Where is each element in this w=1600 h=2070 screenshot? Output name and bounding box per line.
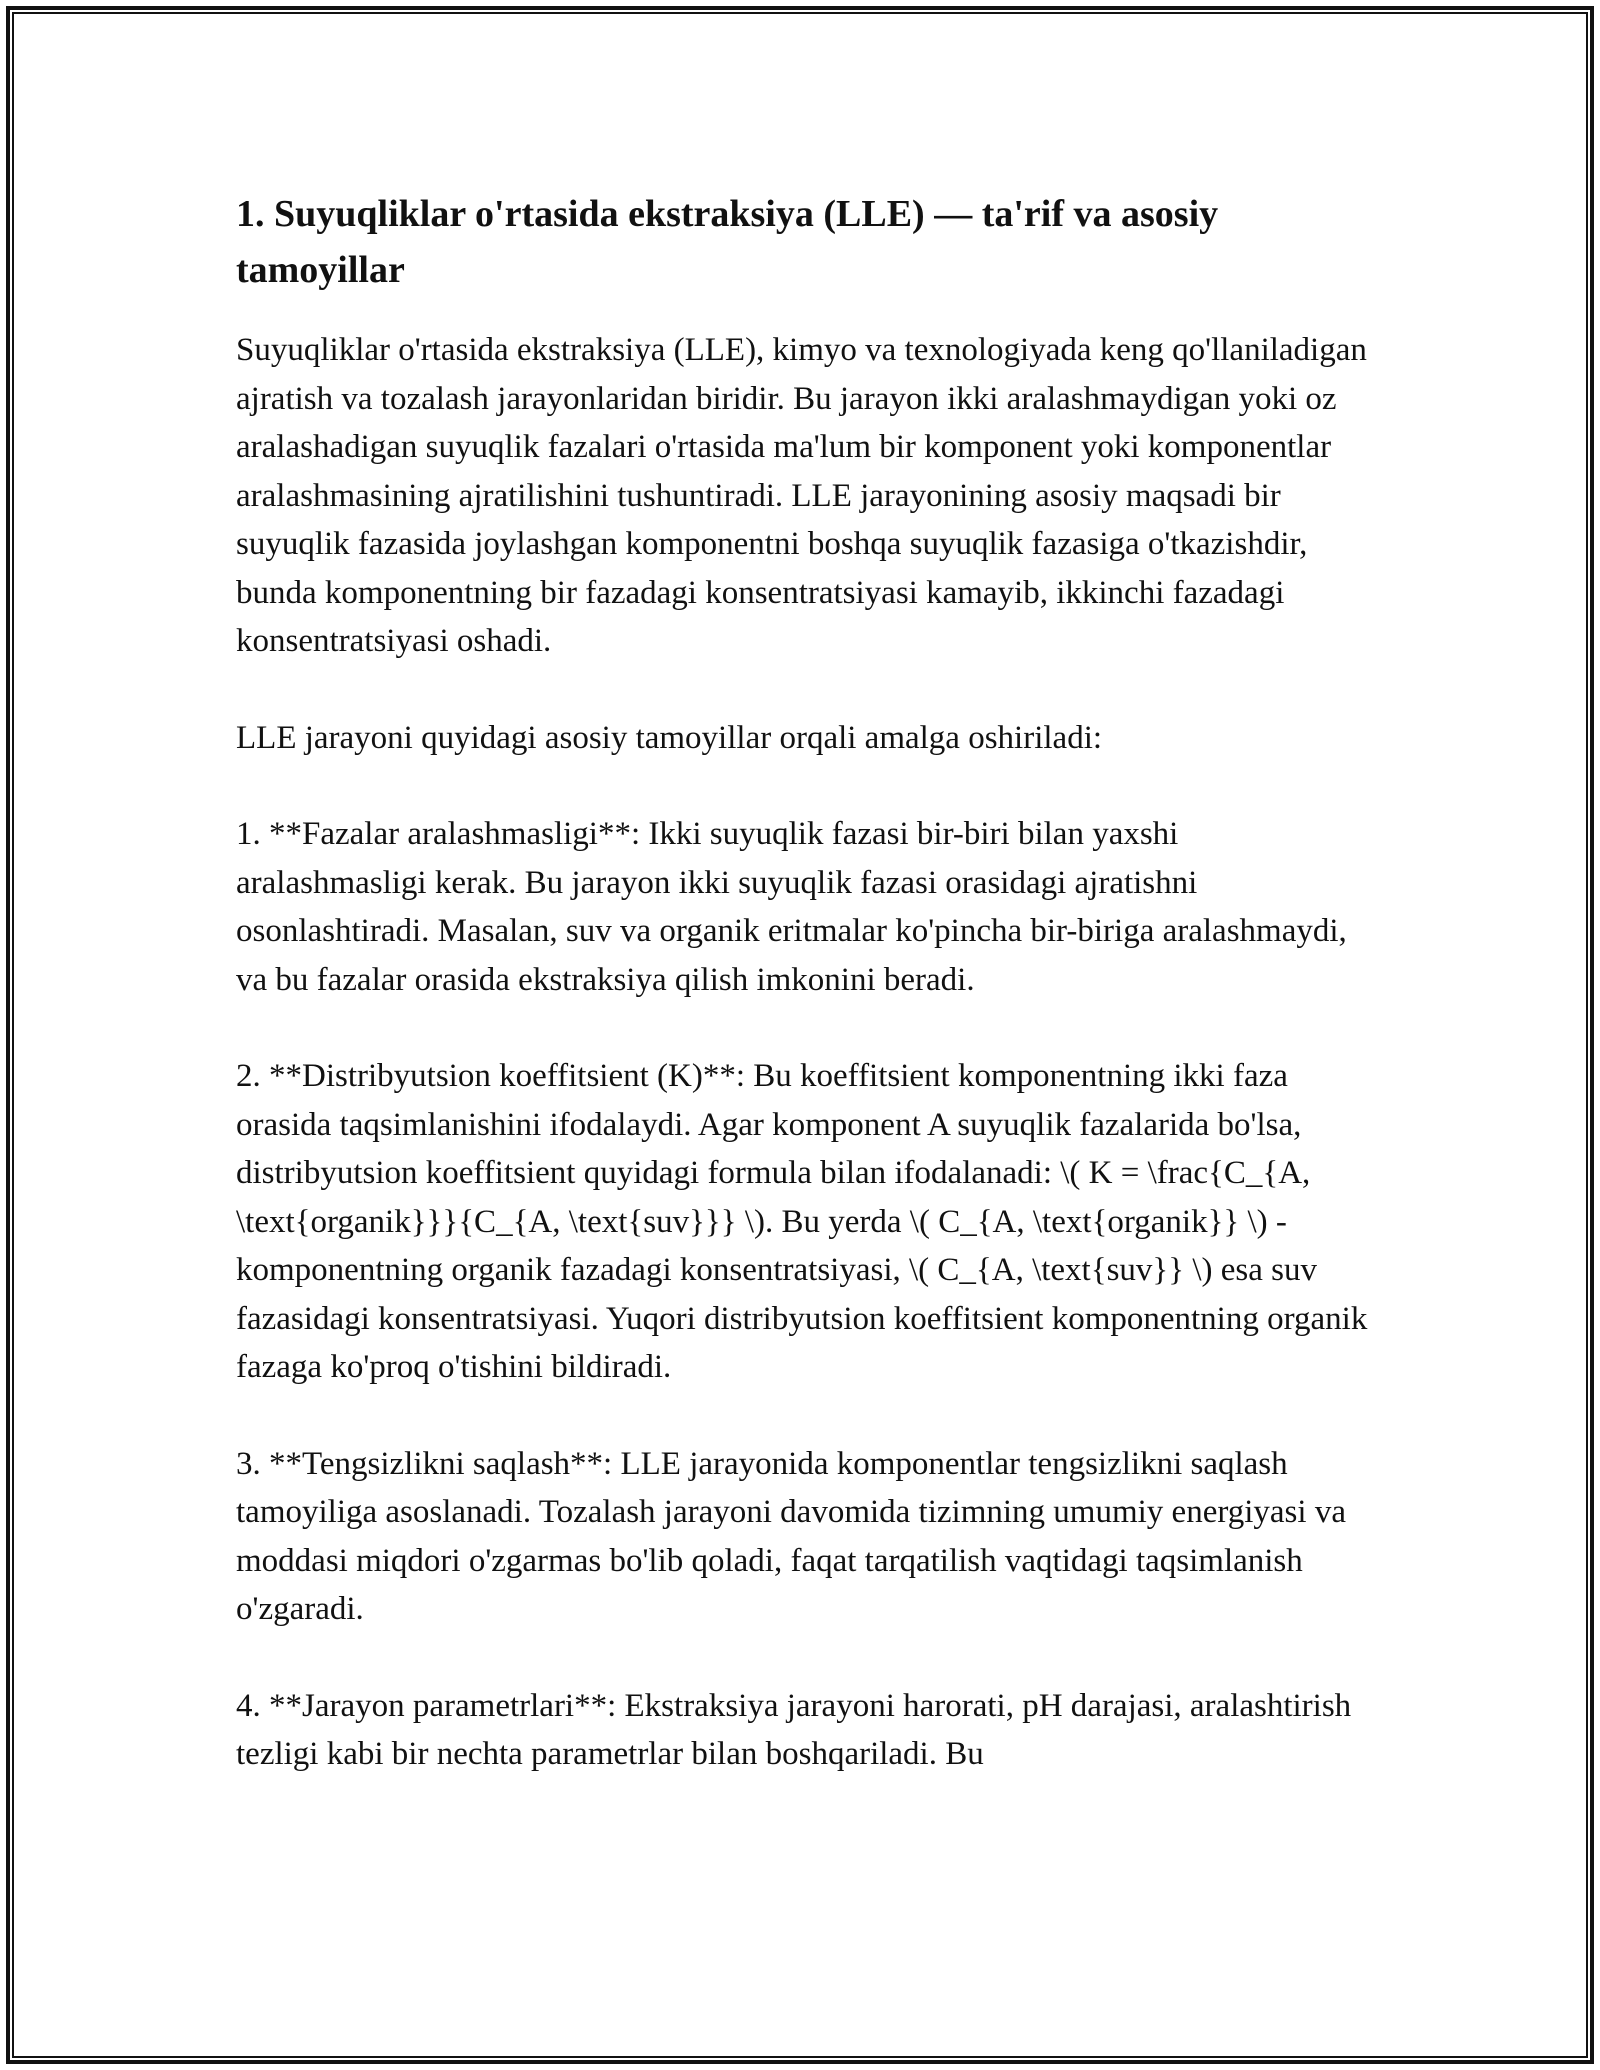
principle-1-paragraph: 1. **Fazalar aralashmasligi**: Ikki suyuqlik fazasi bir-biri bilan yaxshi aralashmasligi kerak. Bu jarayon ikki suyuqlik fazasi orasidagi ajratishni osonlashtiradi. Masalan, suv va organik eritmalar ko'pincha bir-biriga aralashmaydi, va bu fazalar orasida ekstraksiya qilish imkonini beradi. [236,816,1347,998]
principle-2-paragraph: 2. **Distribyutsion koeffitsient (K)**: Bu koeffitsient komponentning ikki faza orasida taqsimlanishini ifodalaydi. Agar komponent A suyuqlik fazalarida bo'lsa, distribyutsion koeffitsient quyidagi formula bilan ifodalanadi: \( K = \frac{C_{A, \text{organik}}}{C_{A, \text{suv}}} \). Bu yerda \( C_{A, \text{organik}} \) - komponentning organik fazadagi konsentratsiyasi, \( C_{A, \text{suv}} \) esa suv fazasidagi konsentratsiyasi. Yuqori distribyutsion koeffitsient komponentning organik fazaga ko'proq o'tishini bildiradi. [236,1058,1368,1385]
principle-3-paragraph: 3. **Tengsizlikni saqlash**: LLE jarayonida komponentlar tengsizlikni saqlash tamoyiliga asoslanadi. Tozalash jarayoni davomida tizimning umumiy energiyasi va moddasi miqdori o'zgarmas bo'lib qoladi, faqat tarqatilish vaqtidagi taqsimlanish o'zgaradi. [236,1445,1346,1627]
principles-intro-paragraph: LLE jarayoni quyidagi asosiy tamoyillar orqali amalga oshiriladi: [236,719,1103,756]
principle-4-paragraph: 4. **Jarayon parametrlari**: Ekstraksiya jarayoni harorati, pH darajasi, aralashtirish tezligi kabi bir nechta parametrlar bilan boshqariladi. Bu [236,1687,1352,1772]
section-heading: 1. Suyuqliklar o'rtasida ekstraksiya (LLE) — ta'rif va asosiy tamoyillar [236,193,1219,291]
intro-paragraph: Suyuqliklar o'rtasida ekstraksiya (LLE), kimyo va texnologiyada keng qo'llaniladigan ajratish va tozalash jarayonlaridan biridir. Bu jarayon ikki aralashmaydigan yoki oz aralashadigan suyuqlik fazalari o'rtasida ma'lum bir komponent yoki komponentlar aralashmasining ajratilishini tushuntiradi. LLE jarayonining asosiy maqsadi bir suyuqlik fazasida joylashgan komponentni boshqa suyuqlik fazasiga o'tkazishdir, bunda komponentning bir fazadagi konsentratsiyasi kamayib, ikkinchi fazadagi konsentratsiyasi oshadi. [236,332,1367,659]
document-body [236,186,1376,1827]
